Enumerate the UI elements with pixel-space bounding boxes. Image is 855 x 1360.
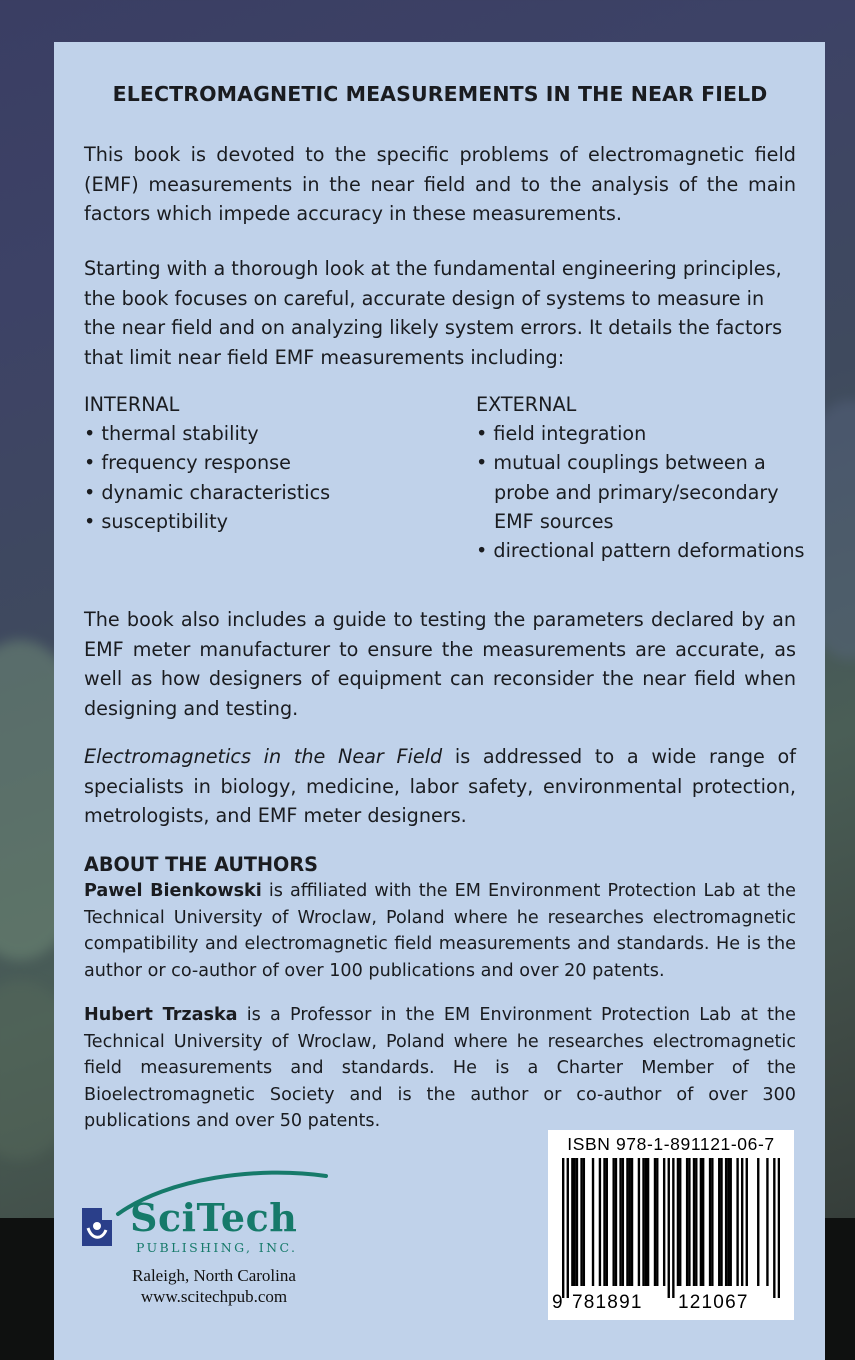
barcode-bar <box>718 1158 720 1286</box>
audience-paragraph <box>84 742 796 831</box>
barcode-bar <box>599 1158 601 1286</box>
audience-text: is addressed to a wide range of specialists in biology, medicine, labor safety, environmental protection, metrologists, and EMF meter designers. <box>84 745 796 827</box>
barcode-bars-icon <box>562 1158 780 1298</box>
barcode-bar <box>642 1158 644 1286</box>
author-bio-trzaska <box>84 1002 796 1135</box>
list-item: • mutual couplings between a probe and primary/secondary EMF sources <box>476 451 779 533</box>
list-item: • frequency response <box>84 451 291 475</box>
barcode-bar <box>619 1158 621 1286</box>
book-title: ELECTROMAGNETIC MEASUREMENTS IN THE NEAR FIELD <box>112 82 768 106</box>
barcode-bar <box>622 1158 624 1286</box>
barcode-bar <box>668 1158 670 1298</box>
barcode-bar <box>736 1158 738 1286</box>
author-name: Pawel Bienkowski <box>84 881 262 901</box>
barcode-bar <box>700 1158 702 1286</box>
barcode-bar <box>576 1158 578 1286</box>
barcode-bar <box>709 1158 711 1286</box>
barcode-bar <box>573 1158 575 1286</box>
barcode-bar <box>656 1158 658 1286</box>
barcode-bar <box>647 1158 649 1286</box>
barcode-bar <box>580 1158 582 1286</box>
author-bio-bienkowski <box>84 878 796 984</box>
barcode-bar <box>679 1158 681 1286</box>
author-name: Hubert Trzaska <box>84 1005 238 1025</box>
wordmark-tech: Tech <box>196 1195 298 1240</box>
barcode-bar <box>626 1158 628 1286</box>
barcode-bar <box>725 1158 727 1286</box>
book-title-italic: Electromagnetics in the Near Field <box>84 745 443 768</box>
barcode-bar <box>720 1158 722 1286</box>
publisher-logo <box>78 1168 338 1318</box>
barcode-bar <box>629 1158 631 1286</box>
author-bio-text: is a Professor in the EM Environment Protection Lab at the Technical University of Wroclaw, Poland where he researches electromagnetic field measurements and standards. He is a Charter Member of the Bioelectromagnetic Society and is the author or co-author of over 300 publications and over 50 patents. <box>84 1005 796 1132</box>
barcode-bar <box>757 1158 759 1286</box>
list-item: • susceptibility <box>84 509 229 533</box>
wordmark-sci: Sci <box>130 1195 197 1240</box>
list-item: • dynamic characteristics <box>84 480 331 504</box>
barcode-bar <box>663 1158 665 1286</box>
barcode-bar <box>615 1158 617 1286</box>
barcode-bar <box>638 1158 640 1286</box>
list-item: • field integration <box>476 422 647 446</box>
barcode-bar <box>695 1158 697 1286</box>
barcode-bar <box>688 1158 690 1286</box>
barcode-bar <box>727 1158 729 1286</box>
focus-paragraph: Starting with a thorough look at the fundamental engineering principles, the book focuses on careful, accurate design of systems to measure in the near field and on analyzing likely system errors. It details the factors that limit near field EMF measurements including: <box>84 257 783 369</box>
barcode-bar <box>693 1158 695 1286</box>
barcode-bar <box>766 1158 768 1286</box>
barcode-bar <box>672 1158 674 1298</box>
barcode-bar <box>730 1158 732 1286</box>
barcode-bar <box>778 1158 780 1298</box>
external-heading: EXTERNAL <box>476 393 577 416</box>
barcode-digit-first: 9 <box>552 1292 564 1313</box>
barcode-bar <box>606 1158 608 1286</box>
barcode-bar <box>567 1158 569 1298</box>
barcode-bar <box>702 1158 704 1286</box>
intro-paragraph: This book is devoted to the specific problems of electromagnetic field (EMF) measurements in the near field and to the analysis of the main factors which impede accuracy in these measurements. <box>84 143 796 225</box>
barcode-bar <box>603 1158 605 1286</box>
barcode-bar <box>583 1158 585 1286</box>
isbn-barcode <box>548 1130 794 1320</box>
list-item: • directional pattern deformations <box>476 539 805 563</box>
isbn-label: ISBN 978-1-891121-06-7 <box>567 1134 775 1154</box>
barcode-bar <box>677 1158 679 1286</box>
barcode-bar <box>562 1158 564 1298</box>
barcode-digits-left: 781891 <box>572 1292 643 1313</box>
internal-factors-list <box>84 390 424 536</box>
barcode-bar <box>746 1158 748 1286</box>
internal-heading: INTERNAL <box>84 393 180 416</box>
barcode-digits-right: 121067 <box>678 1292 749 1313</box>
publisher-wordmark <box>130 1195 298 1240</box>
list-item: • thermal stability <box>84 422 259 446</box>
guide-paragraph: The book also includes a guide to testing the parameters declared by an EMF meter manufacturer to ensure the measurements are accurate, as well as how designers of equipment can reconsider the near field when designing and testing. <box>84 608 796 720</box>
barcode-bar <box>571 1158 573 1286</box>
barcode-bar <box>686 1158 688 1286</box>
barcode-bar <box>631 1158 633 1286</box>
barcode-bar <box>612 1158 614 1286</box>
barcode-bar <box>645 1158 647 1286</box>
publisher-subtitle: PUBLISHING, INC. <box>136 1240 298 1255</box>
publisher-city: Raleigh, North Carolina <box>132 1266 296 1285</box>
barcode-bar <box>654 1158 656 1286</box>
publisher-url: www.scitechpub.com <box>140 1287 288 1306</box>
barcode-bar <box>741 1158 743 1286</box>
barcode-bar <box>773 1158 775 1298</box>
barcode-bar <box>592 1158 594 1286</box>
about-authors-heading: ABOUT THE AUTHORS <box>84 853 318 876</box>
external-factors-list <box>476 390 806 565</box>
author-bio-text: is affiliated with the EM Environment Protection Lab at the Technical University of Wroclaw, Poland where he researches electromagnetic compatibility and electromagnetic field measurements and standards. He is the author or co-author of over 100 publications and over 20 patents. <box>84 881 796 981</box>
barcode-bar <box>711 1158 713 1286</box>
logo-emblem-icon <box>80 1206 114 1248</box>
